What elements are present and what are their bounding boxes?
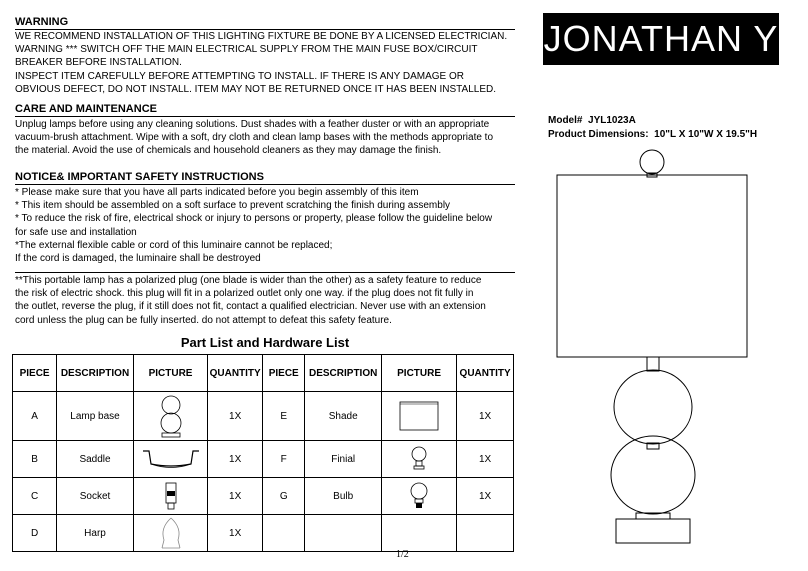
lamp-diagram xyxy=(548,145,768,555)
piece-quantity: 1X xyxy=(208,478,263,515)
piece-description: Saddle xyxy=(57,441,134,478)
warning-text: WE RECOMMEND INSTALLATION OF THIS LIGHTING FIXTURE BE DONE BY A LICENSED ELECTRICIAN. WARNING *** SWITCH OFF THE MAIN ELECTRICAL SUPPLY FROM THE MAIN FUSE BOX/CIRCUIT BREAKER BEFORE INSTALLATION. INSPECT ITEM CAREFULLY BEFORE ATTEMPTING TO INSTALL. IF THERE IS ANY DAMAGE OR OBVIOUS DEFECT, DO NOT INSTALL. ITEM MAY NOT BE RETURNED ONCE IT HAS BEEN INSTALLED. xyxy=(15,31,508,95)
care-text: Unplug lamps before using any cleaning solutions. Dust shades with a feather duster or with an appropriate vacuum-brush attachment. Wipe with a soft, dry cloth and clean lamp bases with the methods appropriate to the material. Avoid the use of chemicals and household cleaners as they may damage the finish. xyxy=(15,119,494,157)
piece-quantity: 1X xyxy=(208,441,263,478)
piece-letter: E xyxy=(263,392,305,441)
dimensions-value: 10"L X 10"W X 19.5"H xyxy=(654,129,758,140)
piece-quantity: 1X xyxy=(457,392,514,441)
picture-cell xyxy=(133,478,207,515)
shade-shape xyxy=(557,175,747,357)
model-line xyxy=(548,114,757,128)
dimensions-line xyxy=(548,128,757,142)
model-number: JYL1023A xyxy=(588,115,636,126)
lower-globe xyxy=(611,436,695,514)
dimensions-label: Product Dimensions: xyxy=(548,129,649,140)
col-description-header: DESCRIPTION xyxy=(305,355,382,392)
picture-cell xyxy=(133,515,207,552)
piece-description: Harp xyxy=(57,515,134,552)
piece-description: Bulb xyxy=(305,478,382,515)
finial-shape xyxy=(640,150,664,174)
page-number: 1/2 xyxy=(396,549,409,560)
col-picture-header: PICTURE xyxy=(133,355,207,392)
table-row xyxy=(13,441,514,478)
piece-letter: C xyxy=(13,478,57,515)
lamp-base-icon xyxy=(151,394,191,438)
table-row xyxy=(13,478,514,515)
shade-icon xyxy=(397,399,441,433)
notice-title: NOTICE& IMPORTANT SAFETY INSTRUCTIONS xyxy=(15,171,515,185)
upper-globe xyxy=(614,370,692,444)
product-info xyxy=(548,114,757,142)
table-row xyxy=(13,515,514,552)
bulb-icon xyxy=(407,481,431,511)
piece-letter: D xyxy=(13,515,57,552)
saddle-icon xyxy=(139,446,203,472)
piece-letter: F xyxy=(263,441,305,478)
model-label: Model# xyxy=(548,115,583,126)
picture-cell xyxy=(381,392,456,441)
empty-cell xyxy=(457,515,514,552)
piece-quantity: 1X xyxy=(457,441,514,478)
picture-cell xyxy=(133,392,207,441)
piece-quantity: 1X xyxy=(457,478,514,515)
table-row xyxy=(13,392,514,441)
piece-description: Finial xyxy=(305,441,382,478)
parts-list-title: Part List and Hardware List xyxy=(180,335,350,350)
col-piece-header: PIECE xyxy=(263,355,305,392)
piece-description: Lamp base xyxy=(57,392,134,441)
piece-description: Shade xyxy=(305,392,382,441)
warning-title: WARNING xyxy=(15,16,515,30)
col-description-header: DESCRIPTION xyxy=(57,355,134,392)
notice-text: * Please make sure that you have all parts indicated before you begin assembly of this item * This item should be assembled on a soft surface to prevent scratching the finish during assembly * To reduce the risk of fire, electrical shock or injury to persons or property, please follow the guideline below for safe use and installation *The external flexible cable or cord of this luminaire cannot be replaced; If the cord is damaged, the luminaire shall be destroyed xyxy=(15,187,493,265)
empty-cell xyxy=(263,515,305,552)
piece-quantity: 1X xyxy=(208,392,263,441)
socket-icon xyxy=(161,481,181,511)
picture-cell xyxy=(133,441,207,478)
care-title: CARE AND MAINTENANCE xyxy=(15,103,515,117)
col-quantity-header: QUANTITY xyxy=(208,355,263,392)
brand-logo: JONATHAN Y xyxy=(543,13,779,65)
harp-icon xyxy=(156,516,186,550)
empty-cell xyxy=(305,515,382,552)
empty-cell xyxy=(381,515,456,552)
parts-header-row xyxy=(13,355,514,392)
col-quantity-header: QUANTITY xyxy=(457,355,514,392)
finial-icon xyxy=(409,444,429,474)
col-picture-header: PICTURE xyxy=(381,355,456,392)
piece-letter: G xyxy=(263,478,305,515)
piece-letter: A xyxy=(13,392,57,441)
picture-cell xyxy=(381,441,456,478)
polarized-plug-text: **This portable lamp has a polarized plug (one blade is wider than the other) as a safety feature to reduce the risk of electric shock. this plug will fit in a polarized outlet only one way. if the plug does not fit fully in the outlet, reverse the plug, if it still does not fit, contact a qualified electrician. Never use with an extension cord unless the plug can be fully inserted. do not attempt to defeat this safety feature. xyxy=(15,272,515,327)
col-piece-header: PIECE xyxy=(13,355,57,392)
neck-shape xyxy=(647,357,659,371)
parts-table xyxy=(12,354,514,552)
piece-description: Socket xyxy=(57,478,134,515)
piece-quantity: 1X xyxy=(208,515,263,552)
base-plinth xyxy=(616,519,690,543)
piece-letter: B xyxy=(13,441,57,478)
picture-cell xyxy=(381,478,456,515)
